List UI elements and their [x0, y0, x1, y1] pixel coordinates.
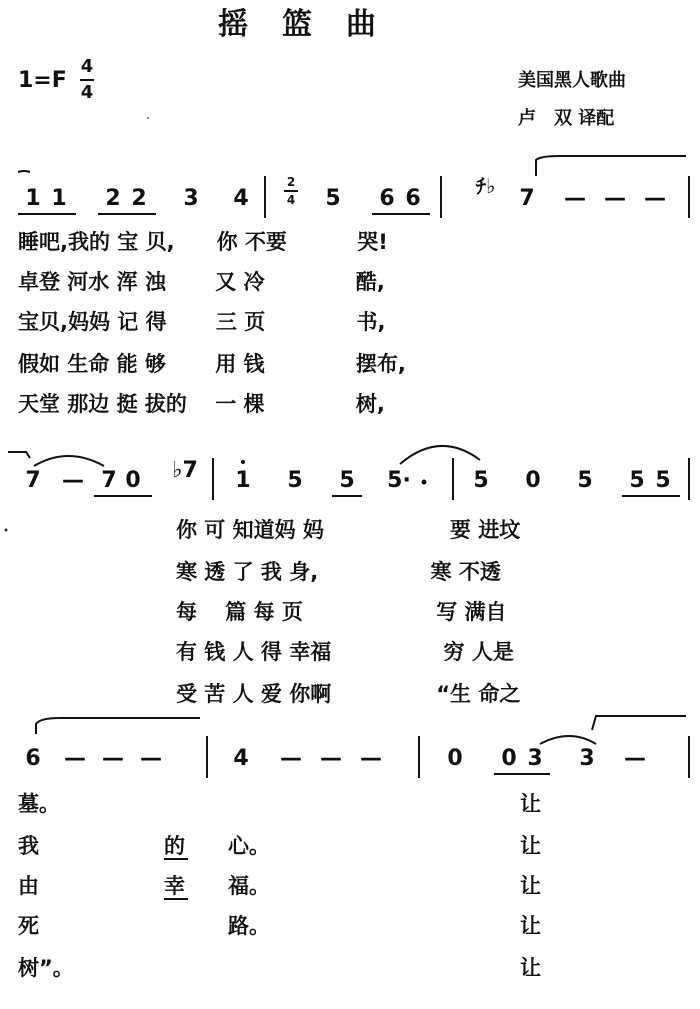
- dash: —: [320, 746, 342, 771]
- note: 2: [105, 186, 121, 211]
- dash: —: [62, 468, 84, 493]
- flat-sign: ♭: [486, 174, 496, 198]
- lyric-line: 有 钱 人 得 幸福 穷 人是: [176, 640, 514, 664]
- lyric-line: 假如 生命 能 够 用 钱 摆布,: [18, 352, 406, 376]
- lyric-word: 的: [164, 834, 185, 858]
- lyric-word: 让: [520, 874, 541, 898]
- note: 6: [379, 186, 395, 211]
- lyric-word: 让: [520, 956, 541, 980]
- augmentation-dot: [422, 480, 427, 485]
- note: 6: [25, 746, 41, 771]
- lyric-word: 让: [520, 914, 541, 938]
- note-flat: ♭7: [172, 458, 198, 483]
- meter-top: 4: [80, 56, 94, 77]
- note: 5: [577, 468, 593, 493]
- tie-arc: [540, 736, 596, 744]
- note: 0: [447, 746, 463, 771]
- note: 0: [501, 746, 517, 771]
- note: 0: [525, 468, 541, 493]
- note: 0: [125, 468, 141, 493]
- dash: —: [644, 186, 666, 211]
- lyric-word: 幸: [164, 874, 185, 898]
- dash: —: [102, 746, 124, 771]
- note: 1: [235, 468, 251, 493]
- octave-dot: [241, 460, 245, 464]
- lyric-line: 宝贝,妈妈 记 得 三 页 书,: [18, 310, 386, 334]
- lyric-word: 让: [520, 792, 541, 816]
- lyric-line: 受 苦 人 爱 你啊 “生 命之: [176, 682, 521, 706]
- lyric-word: 死: [18, 914, 39, 938]
- note: 5: [655, 468, 671, 493]
- dash: —: [564, 186, 586, 211]
- note: 4: [233, 186, 249, 211]
- note: 5: [339, 468, 355, 493]
- note: 3: [183, 186, 199, 211]
- tie-arc: [400, 446, 480, 464]
- tie-arc: [34, 456, 104, 466]
- lyric-word: 树”。: [18, 956, 74, 980]
- note: 2: [131, 186, 147, 211]
- meter-bottom: 4: [80, 82, 94, 103]
- note-dotted: 5·: [387, 468, 411, 493]
- tie-arc: [18, 171, 30, 172]
- key-signature: 1=F: [18, 68, 67, 93]
- tie-arc: [8, 452, 30, 458]
- tie-arc: [36, 718, 200, 734]
- dash: —: [360, 746, 382, 771]
- lyric-line: 睡吧,我的 宝 贝, 你 不要 哭!: [18, 230, 388, 254]
- dash: —: [64, 746, 86, 771]
- lyric-word: 我: [18, 834, 39, 858]
- lyric-word: 福。: [228, 874, 270, 898]
- note: 7: [25, 468, 41, 493]
- lyric-line: 卓登 河水 浑 浊 又 冷 酷,: [18, 270, 385, 294]
- lyric-word: 由: [18, 874, 39, 898]
- lyric-word: 墓。: [18, 792, 60, 816]
- note: 5: [629, 468, 645, 493]
- tie-arc: [592, 716, 686, 730]
- dash: —: [280, 746, 302, 771]
- lyric-word: 心。: [228, 834, 270, 858]
- mode-change-mark: ﾁ♭: [476, 174, 496, 198]
- note: 3: [527, 746, 543, 771]
- note: 7: [101, 468, 117, 493]
- dash: —: [140, 746, 162, 771]
- speck: [147, 117, 149, 119]
- origin-credit: 美国黑人歌曲: [518, 70, 626, 91]
- lyric-line: 天堂 那边 挺 拔的 一 棵 树,: [18, 392, 385, 416]
- note: 7: [519, 186, 535, 211]
- meter-change: 2 4: [284, 176, 298, 206]
- lyric-line: 寒 透 了 我 身, 寒 不透: [176, 560, 501, 584]
- speck: [5, 529, 8, 532]
- note: 5: [325, 186, 341, 211]
- lyric-word: 让: [520, 834, 541, 858]
- lyric-word: 路。: [228, 914, 270, 938]
- note: 5: [287, 468, 303, 493]
- tie-arc: [536, 156, 686, 176]
- dash: —: [624, 746, 646, 771]
- note: 1: [25, 186, 41, 211]
- song-title: 摇篮曲: [218, 7, 410, 42]
- dash: —: [604, 186, 626, 211]
- lyric-line: 每 篇 每 页 写 满自: [176, 600, 507, 624]
- note: 3: [579, 746, 595, 771]
- note: 5: [473, 468, 489, 493]
- note: 1: [51, 186, 67, 211]
- lyric-line: 你 可 知道妈 妈 要 进坟: [176, 518, 521, 542]
- note: 6: [405, 186, 421, 211]
- translator-credit: 卢 双 译配: [518, 108, 615, 129]
- note: 4: [233, 746, 249, 771]
